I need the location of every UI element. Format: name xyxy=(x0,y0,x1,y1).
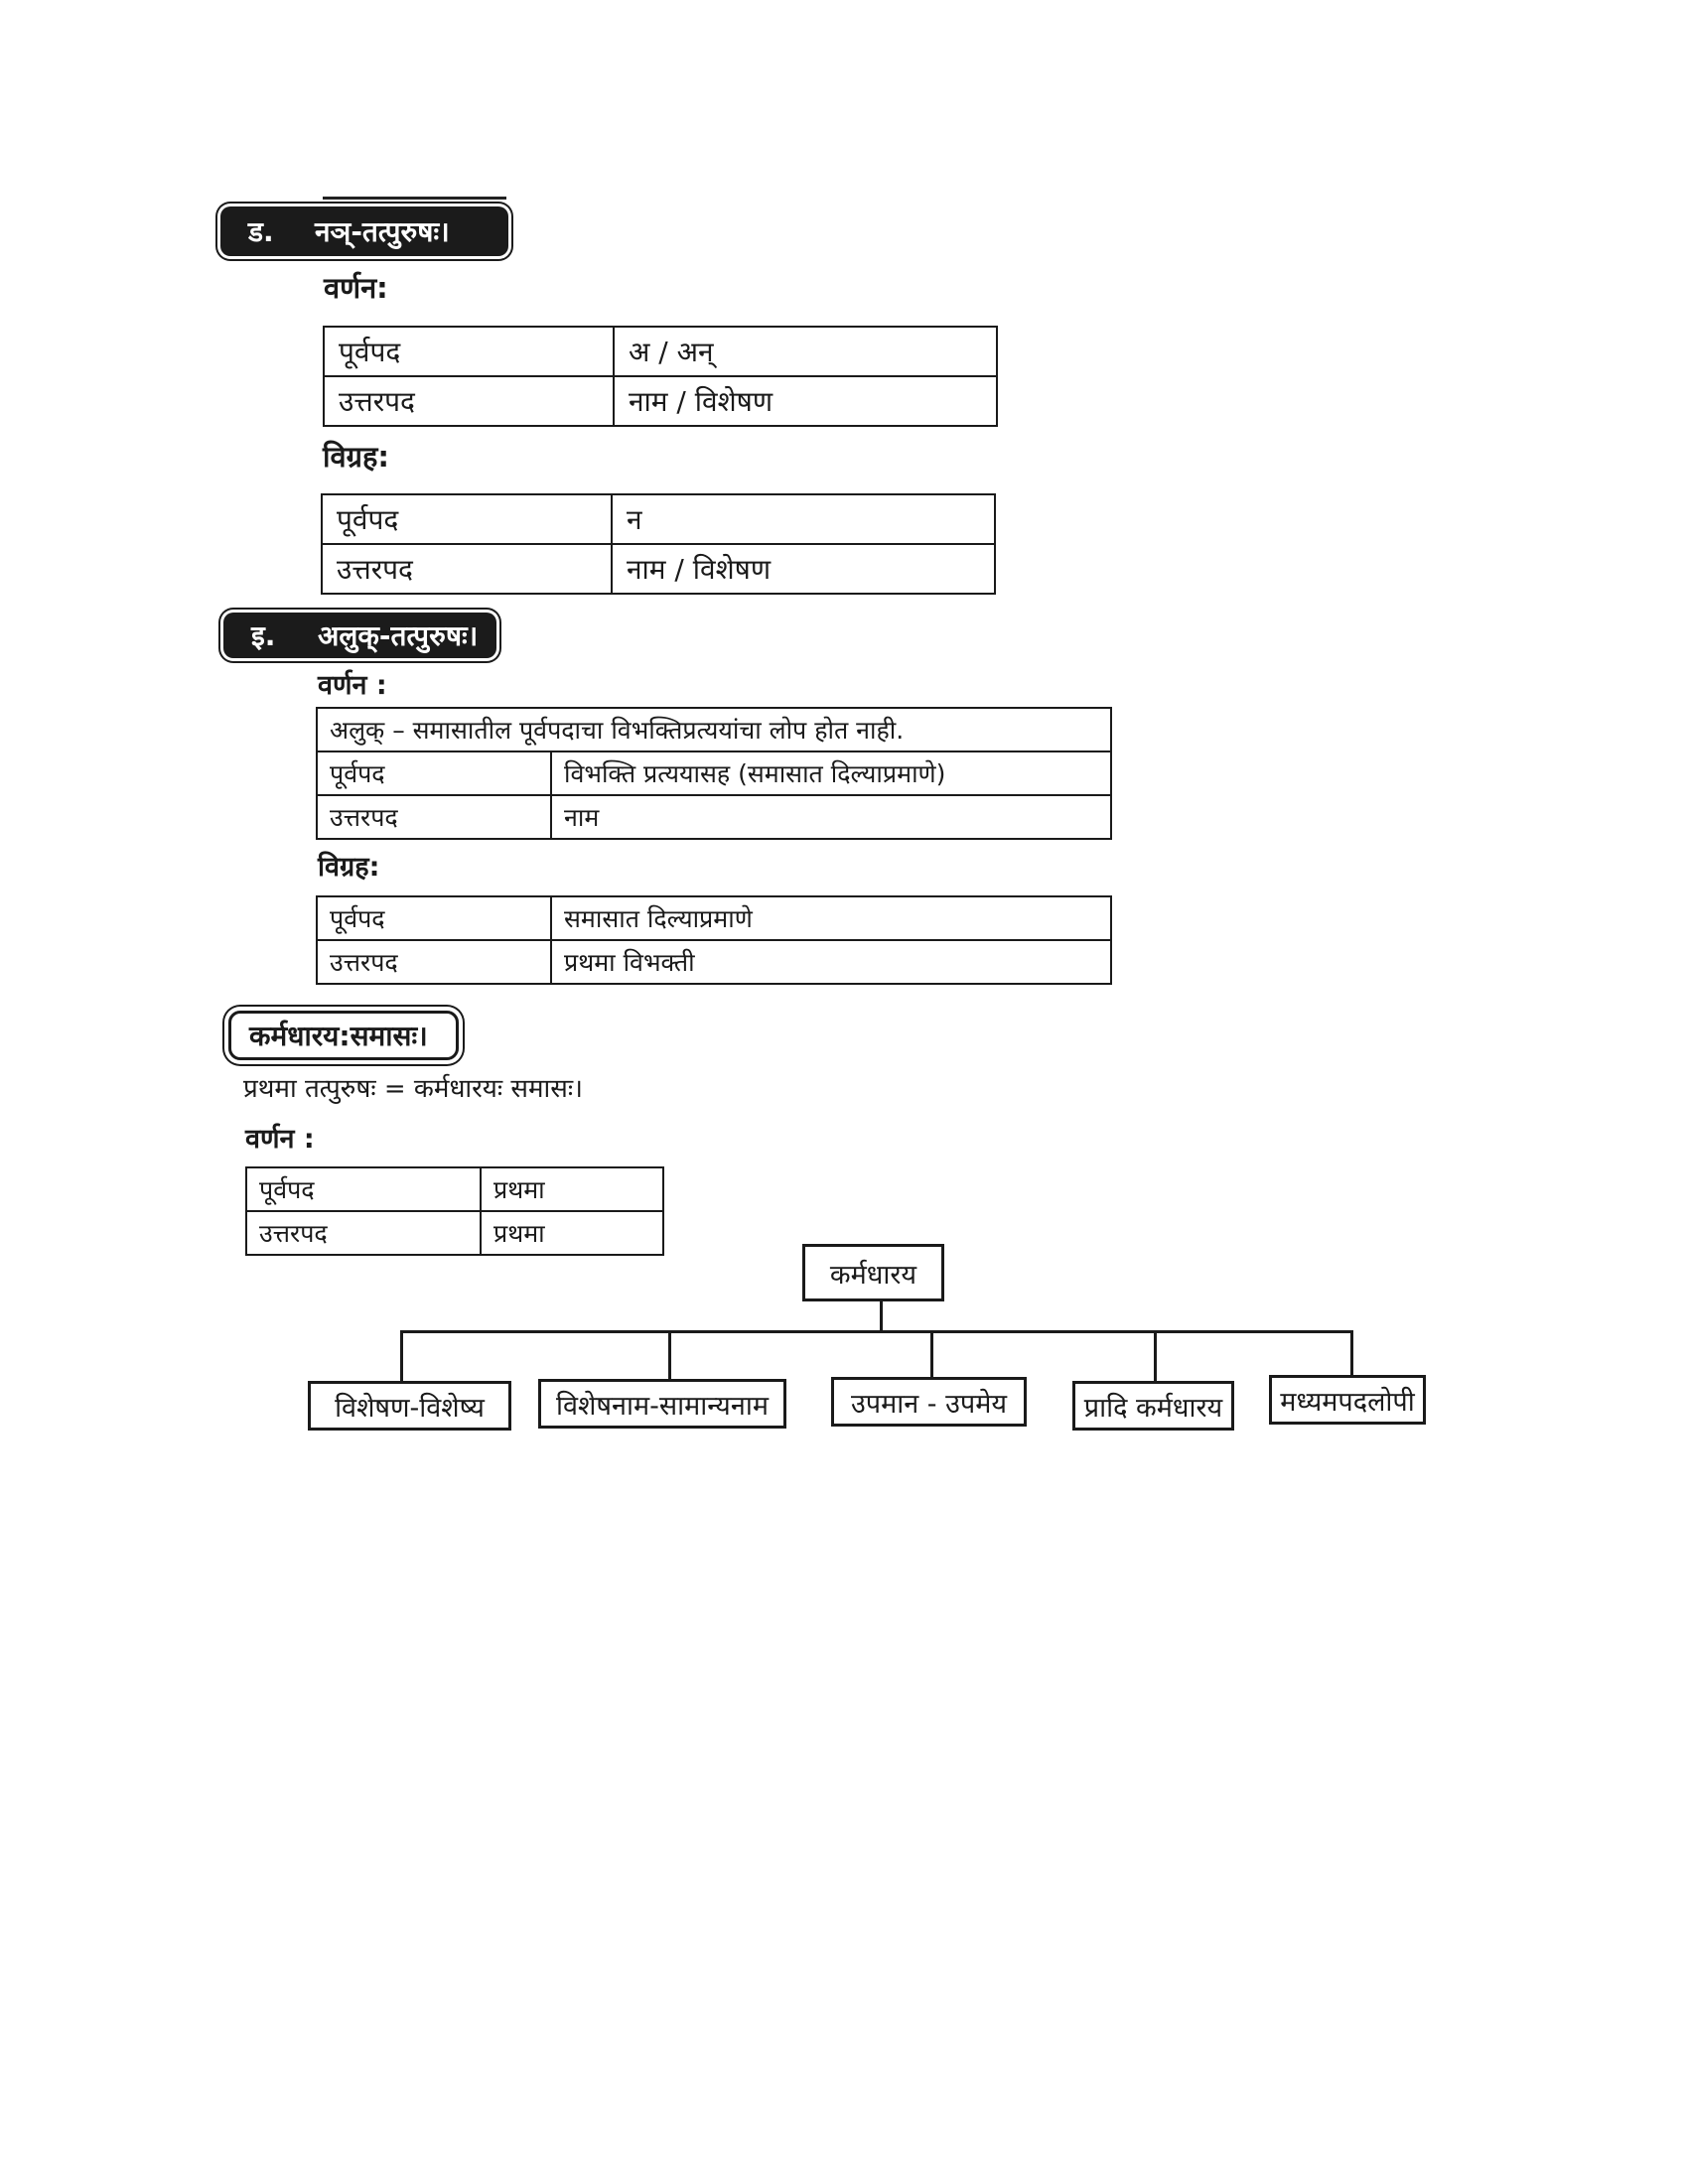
tree-drop xyxy=(668,1330,671,1380)
table-cell: नाम / विशेषण xyxy=(612,544,995,594)
heading-karmadharaya: कर्मधारय:समासः। xyxy=(228,1011,459,1060)
tree-child-node: मध्यमपदलोपी xyxy=(1269,1375,1426,1425)
table-cell: विभक्ति प्रत्ययासह (समासात दिल्याप्रमाणे) xyxy=(551,751,1111,795)
varnan-label: वर्णन : xyxy=(245,1124,315,1155)
table-row xyxy=(324,327,997,376)
aluk-definition: अलुक् – समासातील पूर्वपदाचा विभक्तिप्रत्ययांचा लोप होत नाही. xyxy=(317,708,1111,751)
karmadharaya-varnan-table xyxy=(245,1166,664,1256)
aluk-vigraha-table xyxy=(316,895,1112,985)
table-cell: पूर्वपद xyxy=(324,327,614,376)
table-row xyxy=(317,708,1111,751)
table-row xyxy=(324,376,997,426)
table-row xyxy=(246,1167,663,1211)
heading-title: अलुक्-तत्पुरुषः। xyxy=(318,619,479,652)
table-cell: पूर्वपद xyxy=(317,896,551,940)
tree-stem xyxy=(880,1301,883,1331)
table-cell: उत्तरपद xyxy=(317,940,551,984)
table-cell: प्रथमा विभक्ती xyxy=(551,940,1111,984)
heading-letter: ड. xyxy=(248,215,274,248)
vigraha-label: विग्रह: xyxy=(318,852,380,883)
table-cell: पूर्वपद xyxy=(317,751,551,795)
tree-root-node: कर्मधारय xyxy=(802,1244,944,1301)
karmadharaya-equation: प्रथमा तत्पुरुषः = कर्मधारयः समासः। xyxy=(243,1074,583,1104)
table-cell: उत्तरपद xyxy=(322,544,612,594)
table-cell: पूर्वपद xyxy=(322,494,612,544)
table-row xyxy=(317,940,1111,984)
tree-drop xyxy=(930,1330,933,1378)
table-row xyxy=(322,544,995,594)
table-cell: प्रथमा xyxy=(481,1211,663,1255)
aluk-varnan-table xyxy=(316,707,1112,840)
table-cell: अ / अन् xyxy=(614,327,997,376)
heading-letter: इ. xyxy=(251,619,276,652)
vigraha-label: विग्रह: xyxy=(323,440,389,474)
table-row xyxy=(317,896,1111,940)
table-cell: समासात दिल्याप्रमाणे xyxy=(551,896,1111,940)
tree-drop xyxy=(400,1330,403,1382)
table-cell: उत्तरपद xyxy=(246,1211,481,1255)
heading-aluk-tatpurusha xyxy=(223,613,496,658)
table-row xyxy=(317,751,1111,795)
tree-child-node: उपमान - उपमेय xyxy=(831,1377,1027,1427)
tree-child-node: विशेषण-विशेष्य xyxy=(308,1381,511,1431)
tree-child-node: विशेषनाम-सामान्यनाम xyxy=(538,1379,786,1429)
nan-varnan-table xyxy=(323,326,998,427)
heading-title: नञ्-तत्पुरुषः। xyxy=(315,215,450,248)
nan-vigraha-table xyxy=(321,493,996,595)
table-row xyxy=(322,494,995,544)
tree-bar xyxy=(400,1330,1353,1333)
top-rule xyxy=(323,197,506,200)
heading-nan-tatpurusha xyxy=(220,206,508,256)
tree-drop xyxy=(1350,1330,1353,1376)
varnan-label: वर्णन: xyxy=(324,271,388,305)
tree-child-node: प्रादि कर्मधारय xyxy=(1072,1381,1234,1431)
table-cell: प्रथमा xyxy=(481,1167,663,1211)
tree-drop xyxy=(1154,1330,1157,1382)
table-cell: उत्तरपद xyxy=(324,376,614,426)
table-cell: उत्तरपद xyxy=(317,795,551,839)
table-cell: नाम xyxy=(551,795,1111,839)
varnan-label: वर्णन : xyxy=(318,670,387,701)
table-cell: न xyxy=(612,494,995,544)
table-row xyxy=(317,795,1111,839)
table-row xyxy=(246,1211,663,1255)
table-cell: नाम / विशेषण xyxy=(614,376,997,426)
table-cell: पूर्वपद xyxy=(246,1167,481,1211)
